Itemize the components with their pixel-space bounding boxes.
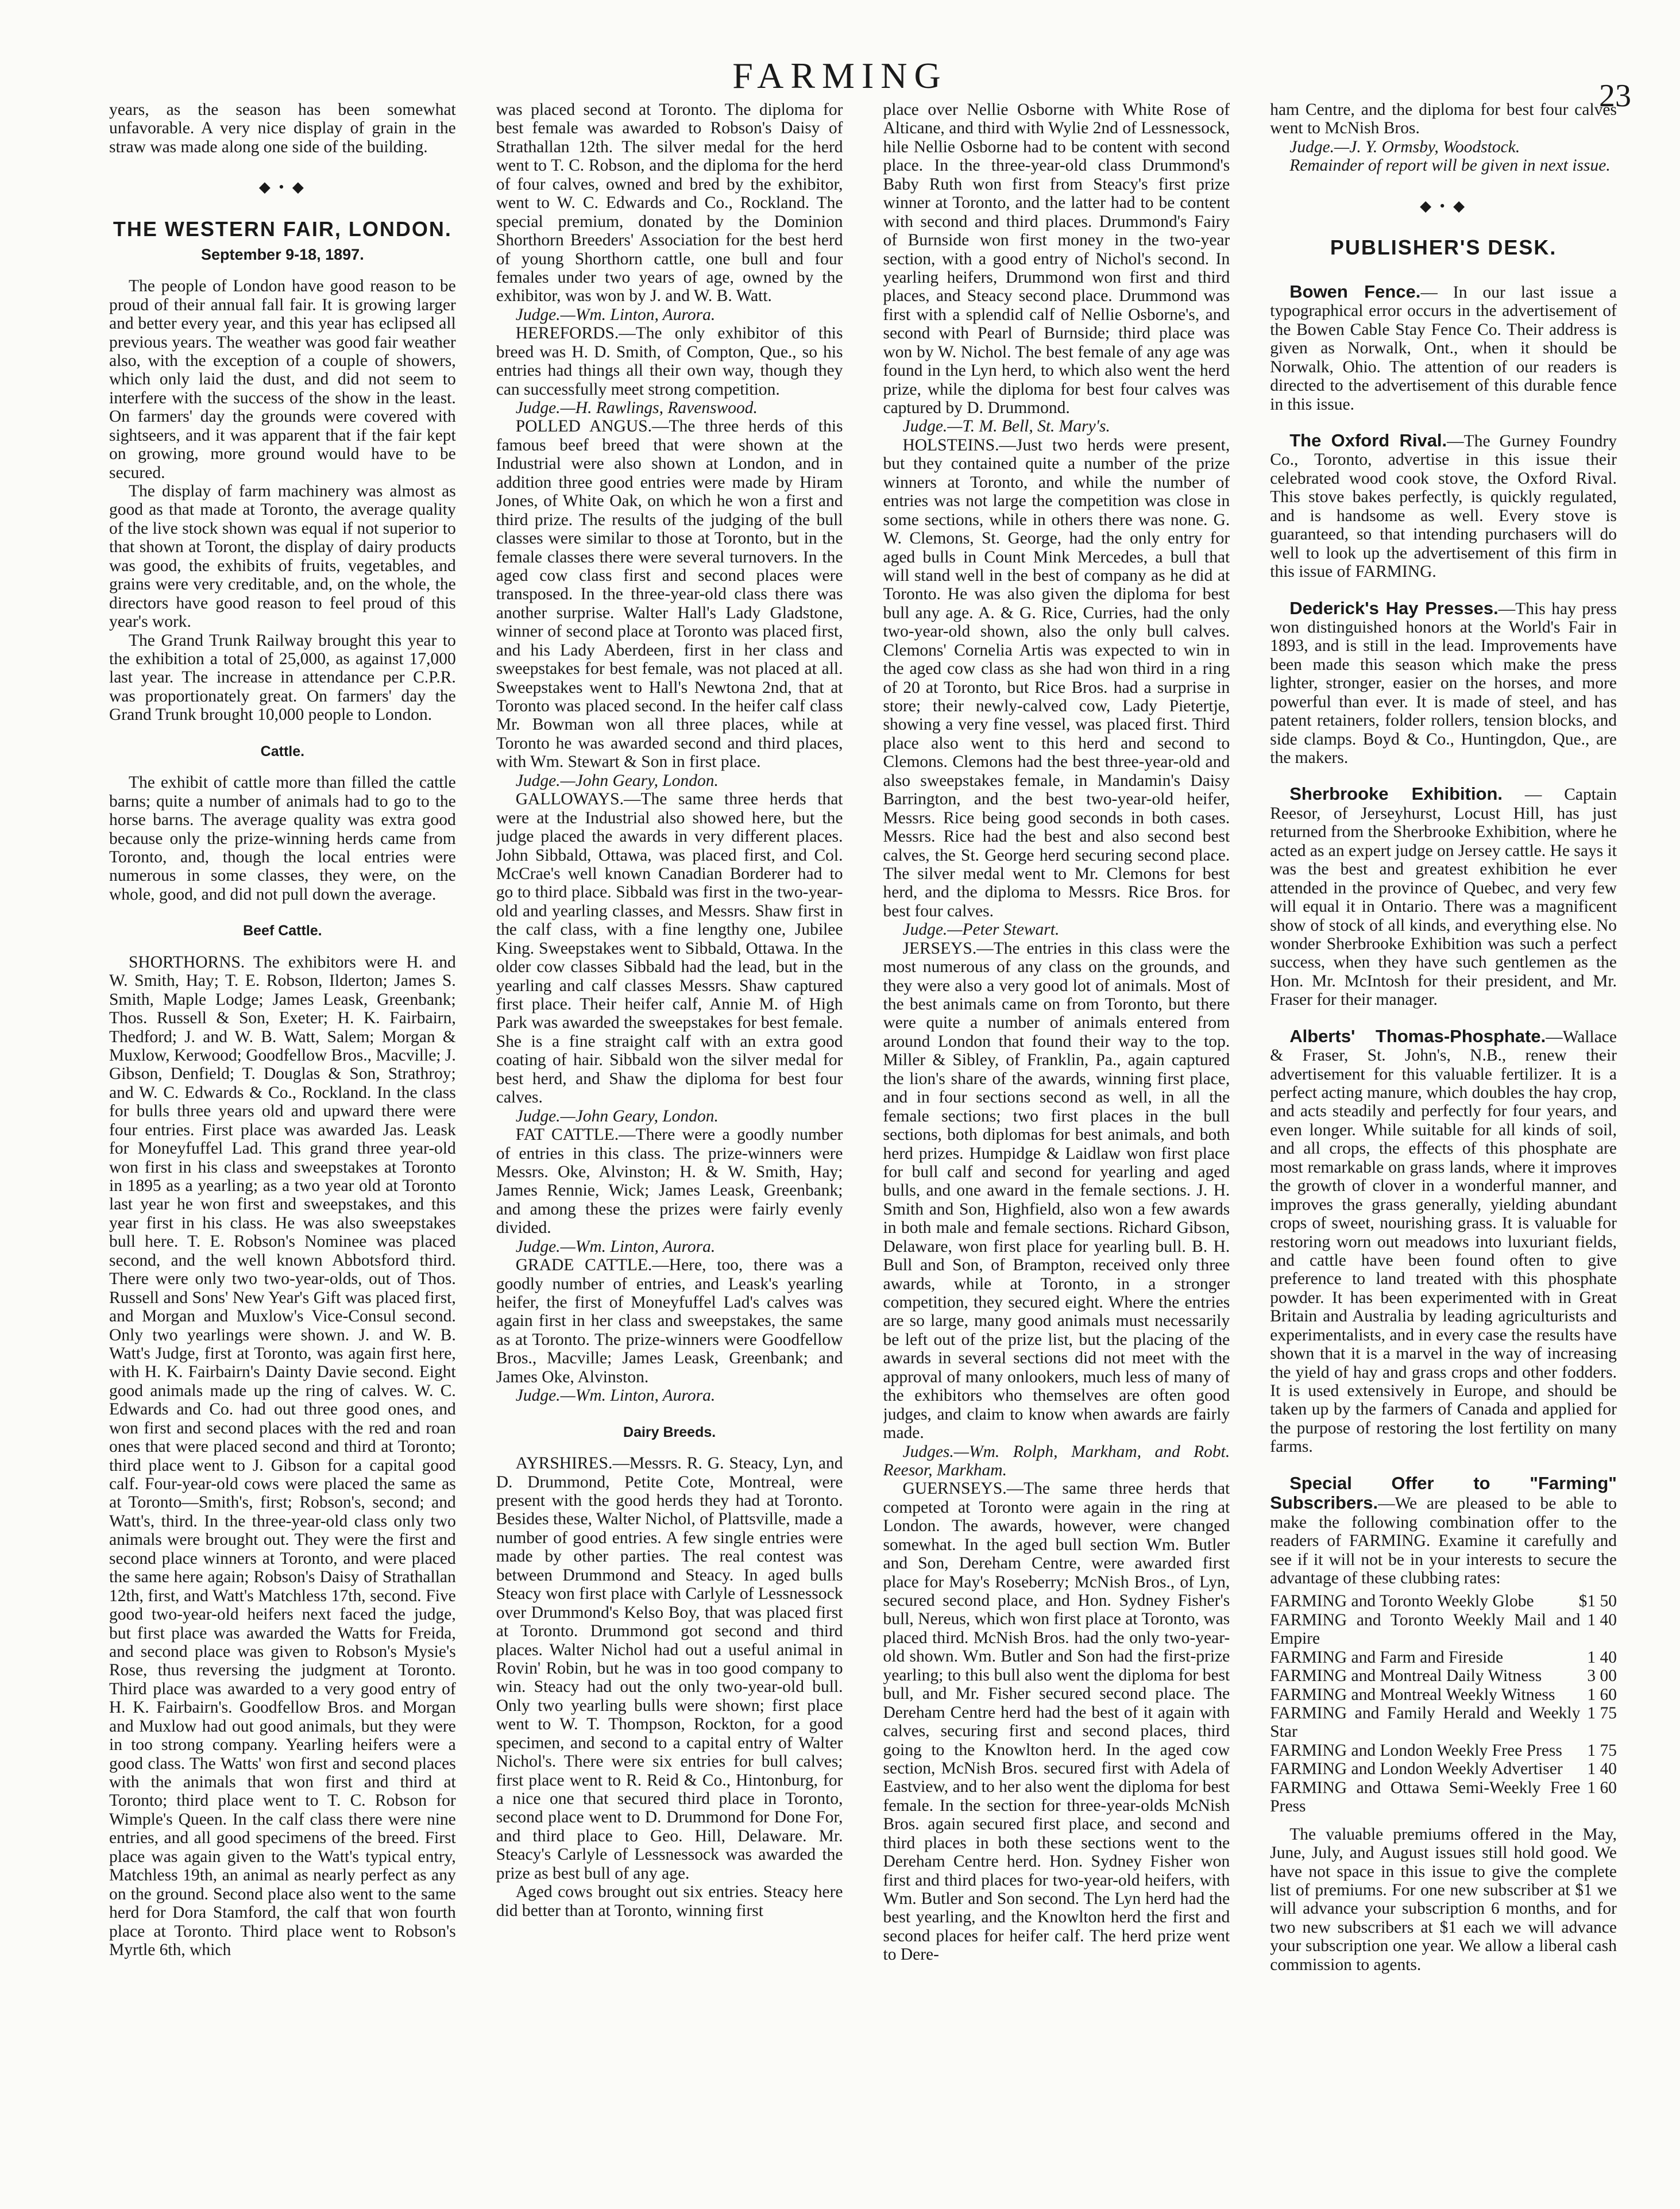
subhead-cattle: Cattle. — [260, 743, 305, 760]
page-header — [0, 55, 1680, 114]
paragraph: AYRSHIRES.—Messrs. R. G. Steacy, Lyn, and D. Drummond, Petite Cote, Montreal, were present with the good herds they had at Toronto. Besides these, Walter Nichol, of Plattsville, made a number of good entries. A few single entries were made by other parties. The real contest was between Drummond and Steacy. In aged bulls Steacy won first place with Carlyle of Lessnessock over Drummond's Kelso Boy, that was placed first at Toronto. Drummond got second and third places. Walter Nichol had out a useful animal in Rovin' Robin, but he was in too good company to win. Steacy had out the only two-year-old bull. Only two yearling bulls were shown; first place went to W. T. Thompson, Rockton, for a good specimen, and second to a capital entry of Walter Nichol's. There were six entries for bull calves; first place went to R. Reid & Co., Hintonburg, for a nice one that secured third place in Toronto, second place went to D. Drummond for Done For, and third place to Geo. Hill, Delaware. Mr. Steacy's Carlyle of Lessnessock was awarded the prize as best bull of any age. — [496, 1454, 843, 1883]
column-1 — [109, 101, 456, 2175]
paragraph: The valuable premiums offered in the May, June, July, and August issues still hold good. We have not space in this issue to give the complete list of premiums. For one new subscriber at $1 we will advance your subscription 6 months, and for two new subscribers at $1 each we will advance your subscription one year. We allow a liberal cash commission to agents. — [1270, 1825, 1617, 1974]
judge-line: Judge.—Wm. Linton, Aurora. — [515, 1386, 716, 1405]
notice-bowen-fence: Bowen Fence.— In our last issue a typographical error occurs in the advertisement of the Bowen Cable Stay Fence Co. Their address is given as Norwalk, Ont., when it should be Norwalk, Ohio. The attention of our readers is directed to the advertisement of this durable fence in this issue. — [1270, 281, 1617, 414]
paragraph: ham Centre, and the diploma for best four calves went to McNish Bros. — [1270, 101, 1617, 138]
offer-price: $1 50 — [1578, 1592, 1617, 1611]
list-item — [1270, 1704, 1617, 1741]
intro-paragraph: years, as the season has been somewhat unfavorable. A very nice display of grain in the straw was made along one side of the building. — [109, 101, 456, 156]
offer-name: FARMING and London Weekly Free Press — [1270, 1741, 1562, 1760]
page-number: 23 — [1599, 78, 1631, 114]
list-item — [1270, 1779, 1617, 1816]
clubbing-rates-list — [1270, 1592, 1617, 1815]
paragraph: SHORTHORNS. The exhibitors were H. and W. Smith, Hay; T. E. Robson, Ilderton; James S. Smith, Maple Lodge; James Leask, Greenbank; Thos. Russell & Son, Exeter; H. K. Fairbairn, Thedford; J. and W. B. Watt, Salem; Morgan & Muxlow, Kerwood; Goodfellow Bros., Macville; J. Gibson, Denfield; T. Douglas & Son, Strathroy; and W. C. Edwards & Co., Rockland. In the class for bulls three years old and upward there were four entries. First place was awarded Jas. Leask for Moneyfuffel Lad. This grand three year-old won first in his class and sweepstakes at Toronto in 1895 as a yearling; as a two year old at Toronto last year he won first and sweepstakes, and this year first in his class. He was also sweepstakes bull here. T. E. Robson's Nominee was placed second, and the well known Abbotsford third. There were only two two-year-olds, out of Thos. Russell and Sons' New Year's Gift was placed first, and Morgan and Muxlow's Vice-Consul second. Only two yearlings were shown. J. and W. B. Watt's Judge, first at Toronto, was again first here, with H. K. Fairbairn's Dainty Davie second. Eight good animals made up the ring of calves. W. C. Edwards and Co. had out three good ones, and won first and second places with the red and roan ones that were placed second and third at Toronto; third place went to J. Gibson for a capital good calf. Four-year-old cows were placed the same as at Toronto—Smith's, first; Robson's, second; and Watt's, third. In the three-year-old class only two animals were brought out. They were the first and second place winners at Toronto, and were placed the same here again; Robson's Daisy of Strathallan 12th, first, and Watt's Matchless 17th, second. Five good two-year-old heifers next faced the judge, but first place was awarded the Watts for Freida, and second place was given to Robson's Mysie's Rose, thus reversing the judgment at Toronto. Third place was awarded to a very good entry of H. K. Fairbairn's. Goodfellow Bros. and Morgan and Muxlow had out good animals, but they were in too strong company. Yearling heifers were a good class. The Watts' won first and second places with the animals that won first and third at Toronto; third place went to T. C. Robson for Wimple's Queen. In the calf class there were nine entries, and all good specimens of the breed. First place was again given to the Watt's typical entry, Matchless 19th, an animal as nearly perfect as any on the ground. Second place also went to the same herd for Dora Stamford, the calf that won fourth place at Toronto. Third place went to Robson's Myrtle 6th, which — [109, 953, 456, 1959]
offer-price: 3 00 — [1587, 1667, 1617, 1686]
paragraph: FAT CATTLE.—There were a goodly number of entries in this class. The prize-winners were Messrs. Oke, Alvinston; H. & W. Smith, Hay; James Rennie, Wick; James Leask, Greenbank; and among these the prizes were fairly evenly divided. — [496, 1125, 843, 1237]
judge-line: Judge.—J. Y. Ormsby, Woodstock. — [1289, 137, 1520, 156]
notice-alberts-thomas-phosphate: Alberts' Thomas-Phosphate.—Wallace & Fraser, St. John's, N.B., renew their advertisement for this valuable fertilizer. It is a perfect acting manure, which doubles the hay crop, and acts steadily and perfectly for four years, and even longer. While suitable for all kinds of soil, and all crops, the effects of this phosphate are most remarkable on grass lands, where it improves the growth of clover in a wonderful manner, and improves the grass generally, yielding abundant crops of sweet, nourishing grass. It is valuable for restoring worn out meadows into luxuriant fields, and cattle have been found often to give preference to land treated with this phosphate powder. It has been experimented with in Great Britain and Australia by leading agriculturists and experimentalists, and in every case the results have shown that it is a marvel in the way of increasing the yield of hay and grass crops and other fodders. It is used extensively in Europe, and should be taken up by the farmers of Canada and applied for the purpose of restoring the lost fertility on many farms. — [1270, 1026, 1617, 1456]
masthead: FARMING — [732, 55, 948, 96]
notice-oxford-rival: The Oxford Rival.—The Gurney Foundry Co., Toronto, advertise in this issue their celebrated wood cook stove, the Oxford Rival. This stove bakes perfectly, is quickly regulated, and is handsome as well. Every stove is guaranteed, so that intending purchasers will do well to look up the advertisement of this firm in this issue of FARMING. — [1270, 430, 1617, 581]
notice-text: We are pleased to be able to make the following combination offer to the readers of FARMING. Examine it carefully and see if it will not be in your interests to secure the advantage of these clubbing rates: — [1270, 1494, 1617, 1587]
paragraph: The people of London have good reason to be proud of their annual fall fair. It is growing larger and better every year, and this year has eclipsed all previous years. The weather was good fair weather also, with the exception of a couple of showers, which only laid the dust, and did not seem to interfere with the success of the show in the least. On farmers' day the grounds were covered with sightseers, and it was apparent that if the fair kept on growing, more ground would have to be secured. — [109, 277, 456, 482]
subhead-dairy-breeds: Dairy Breeds. — [623, 1424, 716, 1440]
offer-name: FARMING and Toronto Weekly Mail and Empire — [1270, 1610, 1581, 1648]
offer-price: 1 60 — [1587, 1685, 1617, 1704]
offer-name: FARMING and Toronto Weekly Globe — [1270, 1592, 1534, 1611]
offer-price: 1 75 — [1587, 1741, 1617, 1760]
article-date: September 9-18, 1897. — [201, 245, 364, 263]
section-divider: ◆ • ◆ — [258, 179, 306, 196]
offer-name: FARMING and London Weekly Advertiser — [1270, 1760, 1563, 1779]
publishers-desk-title: PUBLISHER'S DESK. — [1330, 236, 1557, 260]
notice-heading: Bowen Fence. — [1289, 281, 1421, 302]
section-divider: ◆ • ◆ — [1420, 197, 1467, 214]
judge-line: Judge.—H. Rawlings, Ravenswood. — [515, 399, 758, 417]
notice-text: In our last issue a typographical error occurs in the advertisement of the Bowen Cable Stay Fence Co. Their address is given as Norwalk, Ont., when it should be Norwalk, Ohio. The attention of our readers is directed to the advertisement of this durable fence in this issue. — [1270, 283, 1617, 414]
paragraph: Aged cows brought out six entries. Steacy here did better than at Toronto, winning first — [496, 1883, 843, 1920]
offer-name: FARMING and Montreal Weekly Witness — [1270, 1685, 1555, 1704]
offer-price: 1 40 — [1587, 1760, 1617, 1779]
judge-line: Judge.—Wm. Linton, Aurora. — [515, 305, 716, 324]
judge-line: Judge.—Wm. Linton, Aurora. — [515, 1237, 716, 1256]
list-item — [1270, 1592, 1617, 1610]
article-columns — [109, 101, 1617, 2175]
paragraph: was placed second at Toronto. The diploma for best female was awarded to Robson's Daisy of Strathallan 12th. The silver medal for the herd went to T. C. Robson, and the diploma for the herd of four calves, owned and bred by the exhibitor, went to W. C. Edwards and Co., Rockland. The special premium, donated by the Dominion Shorthorn Breeders' Association for the best herd of young Shorthorn cattle, one bull and four females under two years of age, owned by the exhibitor, was won by J. and W. B. Watt. — [496, 101, 843, 306]
subhead-beef-cattle: Beef Cattle. — [243, 923, 322, 939]
notice-special-offer: Special Offer to "Farming" Subscribers.—We are pleased to be able to make the following combination offer to the readers of FARMING. Examine it carefully and see if it will not be in your interests to secure the advantage of these clubbing rates: — [1270, 1472, 1617, 1587]
list-item — [1270, 1611, 1617, 1648]
paragraph: GALLOWAYS.—The same three herds that were at the Industrial also showed here, but the judge placed the awards in very different places. John Sibbald, Ottawa, was placed first, and Col. McCrae's well known Canadian Borderer had to go to third place. Sibbald was first in the two-year-old and yearling classes, and Messrs. Shaw first in the calf class, with a fine lengthy one, Jubilee King. Sweepstakes went to Sibbald, Ottawa. In the older cow classes Sibbald had the lead, but in the yearling and calf classes Messrs. Shaw captured first place. Their heifer calf, Annie M. of High Park was awarded the sweepstakes for best female. She is a fine straight calf with an extra good coating of hair. Sibbald won the silver medal for best herd, and Shaw the diploma for best four calves. — [496, 790, 843, 1107]
paragraph: JERSEYS.—The entries in this class were the most numerous of any class on the grounds, and they were also a very good lot of animals. Most of the best animals came on from Toronto, but there were quite a number of animals entered from around London that found their way to the top. Miller & Sibley, of Franklin, Pa., again captured the lion's share of the awards, winning first place, and in four sections second as well, in all the female sections; two first places in the bull sections, both diplomas for best animals, and both herd prizes. Humpidge & Laidlaw won first place for bull calf and second for yearling and aged bulls, and one award in the female sections. J. H. Smith and Son, Highfield, also won a few awards in both male and female sections. Richard Gibson, Delaware, won first place for yearling bull. B. H. Bull and Son, of Brampton, received only three awards, while at Toronto, in a stronger competition, they secured eight. Where the entries are so large, many good animals must necessarily be left out of the prize list, but the placing of the awards in several sections did not meet with the approval of many onlookers, much less of many of the exhibitors who themselves are often good judges, and claim to know when awards are fairly made. — [883, 939, 1230, 1443]
column-2 — [496, 101, 843, 2175]
list-item — [1270, 1760, 1617, 1778]
offer-price: 1 75 — [1587, 1704, 1617, 1722]
notice-text: This hay press won distinguished honors at the World's Fair in 1893, and is still in the lead. Improvements have been made this season which make the press lighter, stronger, easier on the horses, and more powerful than ever. It is made of steel, and has patent retainers, folder rollers, tension blocks, and side clamps. Boyd & Co., Huntingdon, Que., are the makers. — [1270, 599, 1617, 767]
list-item — [1270, 1686, 1617, 1704]
paragraph: GRADE CATTLE.—Here, too, there was a goodly number of entries, and Leask's yearling heifer, the first of Moneyfuffel Lad's calves was again first in her class and sweepstakes, the same as at Toronto. The prize-winners were Goodfellow Bros., Macville; James Leask, Greenbank; and James Oke, Alvinston. — [496, 1256, 843, 1386]
notice-heading: Dederick's Hay Presses. — [1289, 597, 1499, 618]
offer-name: FARMING and Farm and Fireside — [1270, 1648, 1504, 1667]
list-item — [1270, 1667, 1617, 1685]
notice-text: Captain Reesor, of Jerseyhurst, Locust Hill, has just returned from the Sherbrooke Exhibition, where he acted as an expert judge on Jersey cattle. He says it was the best and greatest exhibition he ever attended in the province of Quebec, and very few will equal it in Ontario. There was a magnificent show of stock of all kinds, and everything else. No wonder Sherbrooke Exhibition was such a perfect success, when they have such gentlemen as the Hon. Mr. McIntosh for their president, and Mr. Fraser for their manager. — [1270, 785, 1617, 1009]
judge-line: Judge.—John Geary, London. — [515, 1107, 719, 1125]
paragraph: place over Nellie Osborne with White Rose of Alticane, and third with Wylie 2nd of Lessnessock, hile Nellie Osborne had to be content with second place. In the three-year-old class Drummond's Baby Ruth won first from Steacy's first prize winner at Toronto, and the latter had to be content with second and third places. Drummond's Fairy of Burnside won first money in the two-year section, with a good entry of Nichol's second. In yearling heifers, Drummond won first and third places, and Steacy second place. Drummond was first with a splendid calf of Nellie Osborne's, and second with Pearl of Burnside; third place was won by W. Nichol. The best female of any age was found in the Lyn herd, to which also went the herd prize, while the diploma for best four calves was captured by D. Drummond. — [883, 101, 1230, 417]
offer-price: 1 40 — [1587, 1610, 1617, 1629]
offer-price: 1 40 — [1587, 1648, 1617, 1667]
list-item — [1270, 1648, 1617, 1667]
paragraph: POLLED ANGUS.—The three herds of this famous beef breed that were shown at the Industrial were also shown at London, and in addition three good entries were made by Hiram Jones, of White Oak, on which he won a first and third prize. The results of the judging of the bull classes were similar to those at Toronto, but in the female classes there were several turnovers. In the aged cow class first and second places were transposed. In the three-year-old class there was another surprise. Walter Hall's Lady Gladstone, winner of second place at Toronto was placed first, and his Lady Aberdeen, first in her class and sweepstakes for best female, was not placed at all. Sweepstakes went to Hall's Newtona 2nd, that at Toronto was placed second. In the heifer calf class Mr. Bowman won all three places, while at Toronto he was awarded second and third places, with Wm. Stewart & Son in first place. — [496, 417, 843, 772]
column-3 — [883, 101, 1230, 2175]
notice-heading: Special Offer to "Farming" Subscribers. — [1270, 1472, 1617, 1513]
paragraph: The exhibit of cattle more than filled the cattle barns; quite a number of animals had to go to the horse barns. The average quality was extra good because only the prize-winning herds came from Toronto, and, though the local entries were numerous in some classes, they were, on the whole, good, and did not pull down the average. — [109, 773, 456, 904]
notice-heading: Sherbrooke Exhibition. — [1289, 784, 1503, 804]
paragraph: HEREFORDS.—The only exhibitor of this breed was H. D. Smith, of Compton, Que., so his entries had things all their own way, though they can successfully meet strong competition. — [496, 324, 843, 399]
judge-line: Judge.—Peter Stewart. — [902, 920, 1060, 939]
continued-note: Remainder of report will be given in next issue. — [1289, 156, 1611, 175]
list-item — [1270, 1741, 1617, 1760]
judge-line: Judge.—John Geary, London. — [515, 771, 719, 790]
offer-name: FARMING and Montreal Daily Witness — [1270, 1667, 1542, 1686]
judge-line: Judges.—Wm. Rolph, Markham, and Robt. Reesor, Markham. — [883, 1442, 1230, 1479]
paragraph: The display of farm machinery was almost as good as that made at Toronto, the average quality of the live stock shown was equal if not superior to that shown at Toront, the display of dairy products was good, the exhibits of fruits, vegetables, and grains were very creditable, and, on the whole, the directors have good reason to feel proud of this year's work. — [109, 482, 456, 631]
judge-line: Judge.—T. M. Bell, St. Mary's. — [902, 417, 1110, 436]
offer-name: FARMING and Ottawa Semi-Weekly Free Press — [1270, 1778, 1581, 1816]
notice-sherbrooke-exhibition: Sherbrooke Exhibition. — Captain Reesor, of Jerseyhurst, Locust Hill, has just returned from the Sherbrooke Exhibition, where he acted as an expert judge on Jersey cattle. He says it was the best and greatest exhibition he ever attended in the province of Quebec, and very few will equal it in Ontario. There was a magnificent show of stock of all kinds, and everything else. No wonder Sherbrooke Exhibition was such a perfect success, when they have such gentlemen as the Hon. Mr. McIntosh for their president, and Mr. Fraser for their manager. — [1270, 784, 1617, 1009]
notice-dedericks-hay-presses: Dederick's Hay Presses.—This hay press won distinguished honors at the World's Fair in 1893, and is still in the lead. Improvements have been made this season which make the press lighter, stronger, easier on the horses, and more powerful than ever. It is made of steel, and has patent retainers, folder rollers, tension blocks, and side clamps. Boyd & Co., Huntingdon, Que., are the makers. — [1270, 597, 1617, 767]
offer-name: FARMING and Family Herald and Weekly Star — [1270, 1704, 1581, 1741]
notice-text: The Gurney Foundry Co., Toronto, advertise in this issue their celebrated wood cook stove, the Oxford Rival. This stove bakes perfectly, is quickly regulated, and is handsome as well. Every stove is guaranteed, so that intending purchasers will do well to look up the advertisement of this firm in this issue of FARMING. — [1270, 432, 1617, 581]
notice-heading: Alberts' Thomas-Phosphate. — [1289, 1026, 1546, 1046]
paragraph: The Grand Trunk Railway brought this year to the exhibition a total of 25,000, as against 17,000 last year. The increase in attendance per C.P.R. was proportionately great. On farmers' day the Grand Trunk brought 10,000 people to London. — [109, 631, 456, 724]
article-title: THE WESTERN FAIR, LONDON. — [113, 217, 452, 241]
paragraph: HOLSTEINS.—Just two herds were present, but they contained quite a number of the prize winners at Toronto, and while the number of entries was not large the competition was close in some sections, while in others there was none. G. W. Clemons, St. George, had the only entry for aged bulls in Count Mink Mercedes, a bull that will stand well in the best of company as he did at Toronto. He was also given the diploma for best bull any age. A. & G. Rice, Curries, had the only two-year-old shown, also the only bull calves. Clemons' Cornelia Artis was expected to win in the aged cow class as she had won third in a ring of 20 at Toronto, but Rice Bros. had a surprise in store; their newly-calved cow, Lady Pietertje, showing a very fine vessel, was placed first. Third place also went to this herd and second to Clemons. Clemons had the best three-year-old and also sweepstakes female, in Mandamin's Daisy Barrington, and the best two-year-old heifer, Messrs. Rice being good seconds in both cases. Messrs. Rice had the best and also second best calves, the St. George herd securing second place. The silver medal went to Mr. Clemons for best herd, and the diploma to Messrs. Rice Bros. for best four calves. — [883, 435, 1230, 920]
offer-price: 1 60 — [1587, 1778, 1617, 1797]
column-4 — [1270, 101, 1617, 2175]
notice-heading: The Oxford Rival. — [1289, 430, 1447, 450]
paragraph: GUERNSEYS.—The same three herds that competed at Toronto were again in the ring at London. The awards, however, were changed somewhat. In the aged bull section Wm. Butler and Son, Dereham Centre, were awarded first place for May's Roseberry; McNish Bros., of Lyn, secured second place, and Hon. Sydney Fisher's bull, Nereus, which won first place at Toronto, was placed third. McNish Bros. had the only two-year-old shown. Wm. Butler and Son had the first-prize yearling; to this bull also went the diploma for best bull, and Mr. Fisher secured second place. The Dereham Centre herd had the best of it again with calves, securing first and second places, third going to the Knowlton herd. In the aged cow section, McNish Bros. secured first with Adela of Eastview, and to her also went the diploma for best female. In the section for three-year-olds McNish Bros. again secured first place, and second and third places in both these sections went to the Dereham Centre herd. Hon. Sydney Fisher won first and third places for two-year-old heifers, with Wm. Butler and Son second. The Lyn herd had the best yearling, and the Knowlton herd the first and second places for heifer calf. The herd prize went to Dere- — [883, 1479, 1230, 1964]
notice-text: Wallace & Fraser, St. John's, N.B., renew their advertisement for this valuable fertilizer. It is a perfect acting manure, which doubles the hay crop, and acts steadily and perfectly for four years, and even longer. While suitable for all kinds of soil, and all crops, the effects of this phosphate are most remarkable on grass lands, where it improves the growth of clover in a wonderful manner, and improves the grass generally, yielding abundant crops of sweet, nourishing grass. It is valuable for restoring worn out meadows into luxuriant fields, and cattle have been found often to give preference to land treated with this phosphate powder. It has been experimented with in Great Britain and Australia by leading agriculturists and experimentalists, and in every case the results have shown that it is a marvel in the way of increasing the yield of hay and grass crops and other fodders. It is used extensively in Europe, and should be taken up by the farmers of Canada and applied for the purpose of restoring the lost fertility on many farms. — [1270, 1027, 1617, 1456]
